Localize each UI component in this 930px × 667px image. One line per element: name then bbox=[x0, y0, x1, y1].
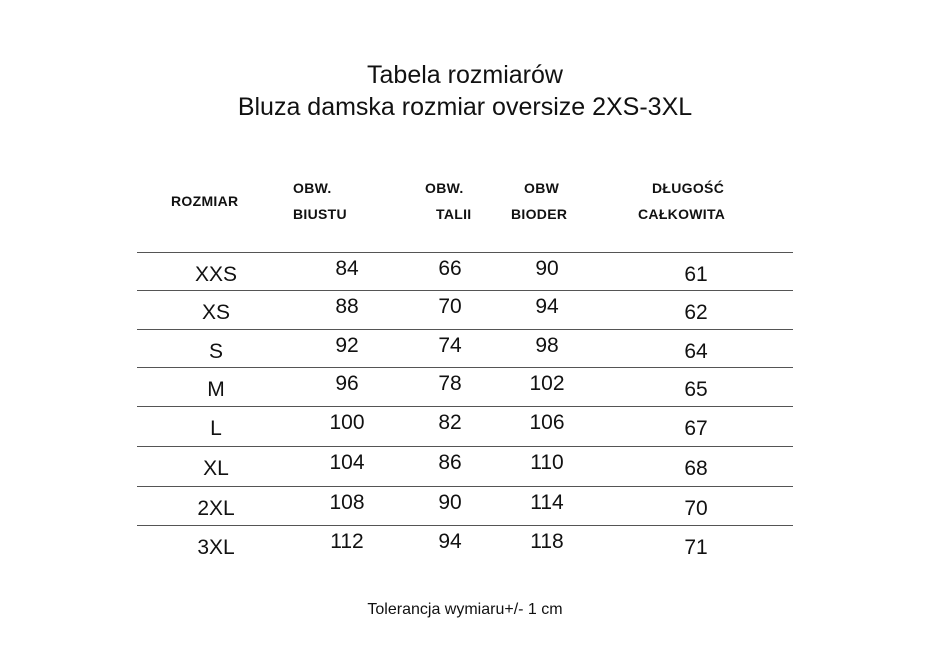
cell-size: 2XL bbox=[197, 497, 235, 520]
cell-length: 71 bbox=[684, 536, 708, 559]
cell-hip: 118 bbox=[530, 530, 564, 553]
cell-length: 65 bbox=[684, 378, 708, 401]
table-row bbox=[0, 329, 930, 367]
cell-size: XS bbox=[201, 301, 230, 324]
table-row bbox=[0, 252, 930, 290]
header-size: ROZMIAR bbox=[171, 193, 239, 209]
cell-waist: 66 bbox=[438, 257, 462, 280]
header-bust-line2: BIUSTU bbox=[293, 206, 347, 222]
cell-bust: 104 bbox=[329, 451, 365, 474]
cell-bust: 92 bbox=[335, 334, 359, 357]
cell-waist: 74 bbox=[438, 334, 462, 357]
cell-bust: 84 bbox=[335, 257, 359, 280]
cell-hip: 106 bbox=[529, 411, 565, 434]
header-waist-line2: TALII bbox=[436, 206, 472, 222]
header-bust-line1: OBW. bbox=[293, 180, 332, 196]
cell-size: 3XL bbox=[197, 536, 235, 559]
cell-bust: 96 bbox=[335, 372, 359, 395]
table-row bbox=[0, 367, 930, 405]
cell-waist: 70 bbox=[438, 295, 462, 318]
cell-waist: 82 bbox=[438, 411, 462, 434]
cell-size: L bbox=[210, 417, 222, 440]
header-length-line1: DŁUGOŚĆ bbox=[652, 180, 725, 196]
cell-hip: 110 bbox=[530, 451, 564, 474]
cell-length: 67 bbox=[684, 417, 708, 440]
cell-waist: 86 bbox=[438, 451, 462, 474]
cell-waist: 94 bbox=[438, 530, 462, 553]
cell-length: 64 bbox=[684, 340, 708, 363]
table-row bbox=[0, 446, 930, 484]
table-row bbox=[0, 525, 930, 563]
tolerance-note: Tolerancja wymiaru+/- 1 cm bbox=[367, 601, 563, 618]
header-waist-line1: OBW. bbox=[425, 180, 464, 196]
header-hip-line1: OBW bbox=[524, 180, 560, 196]
cell-hip: 94 bbox=[535, 295, 559, 318]
cell-length: 70 bbox=[684, 497, 708, 520]
table-row bbox=[0, 486, 930, 524]
cell-size: M bbox=[207, 378, 225, 401]
header-length-line2: CAŁKOWITA bbox=[638, 206, 726, 222]
table-row bbox=[0, 406, 930, 444]
cell-waist: 90 bbox=[438, 491, 462, 514]
cell-size: XXS bbox=[194, 263, 238, 286]
page-title: Tabela rozmiarów bbox=[367, 61, 563, 89]
cell-hip: 98 bbox=[535, 334, 559, 357]
cell-bust: 88 bbox=[335, 295, 359, 318]
cell-bust: 112 bbox=[330, 530, 364, 553]
header-hip-line2: BIODER bbox=[511, 206, 568, 222]
cell-waist: 78 bbox=[438, 372, 462, 395]
cell-bust: 108 bbox=[329, 491, 365, 514]
cell-size: S bbox=[208, 340, 223, 363]
cell-hip: 90 bbox=[535, 257, 559, 280]
cell-size: XL bbox=[203, 457, 229, 480]
cell-bust: 100 bbox=[329, 411, 365, 434]
cell-hip: 114 bbox=[530, 491, 564, 514]
cell-hip: 102 bbox=[529, 372, 565, 395]
table-row bbox=[0, 290, 930, 328]
cell-length: 68 bbox=[684, 457, 708, 480]
cell-length: 62 bbox=[684, 301, 708, 324]
cell-length: 61 bbox=[684, 263, 708, 286]
page-subtitle: Bluza damska rozmiar oversize 2XS-3XL bbox=[237, 93, 693, 121]
